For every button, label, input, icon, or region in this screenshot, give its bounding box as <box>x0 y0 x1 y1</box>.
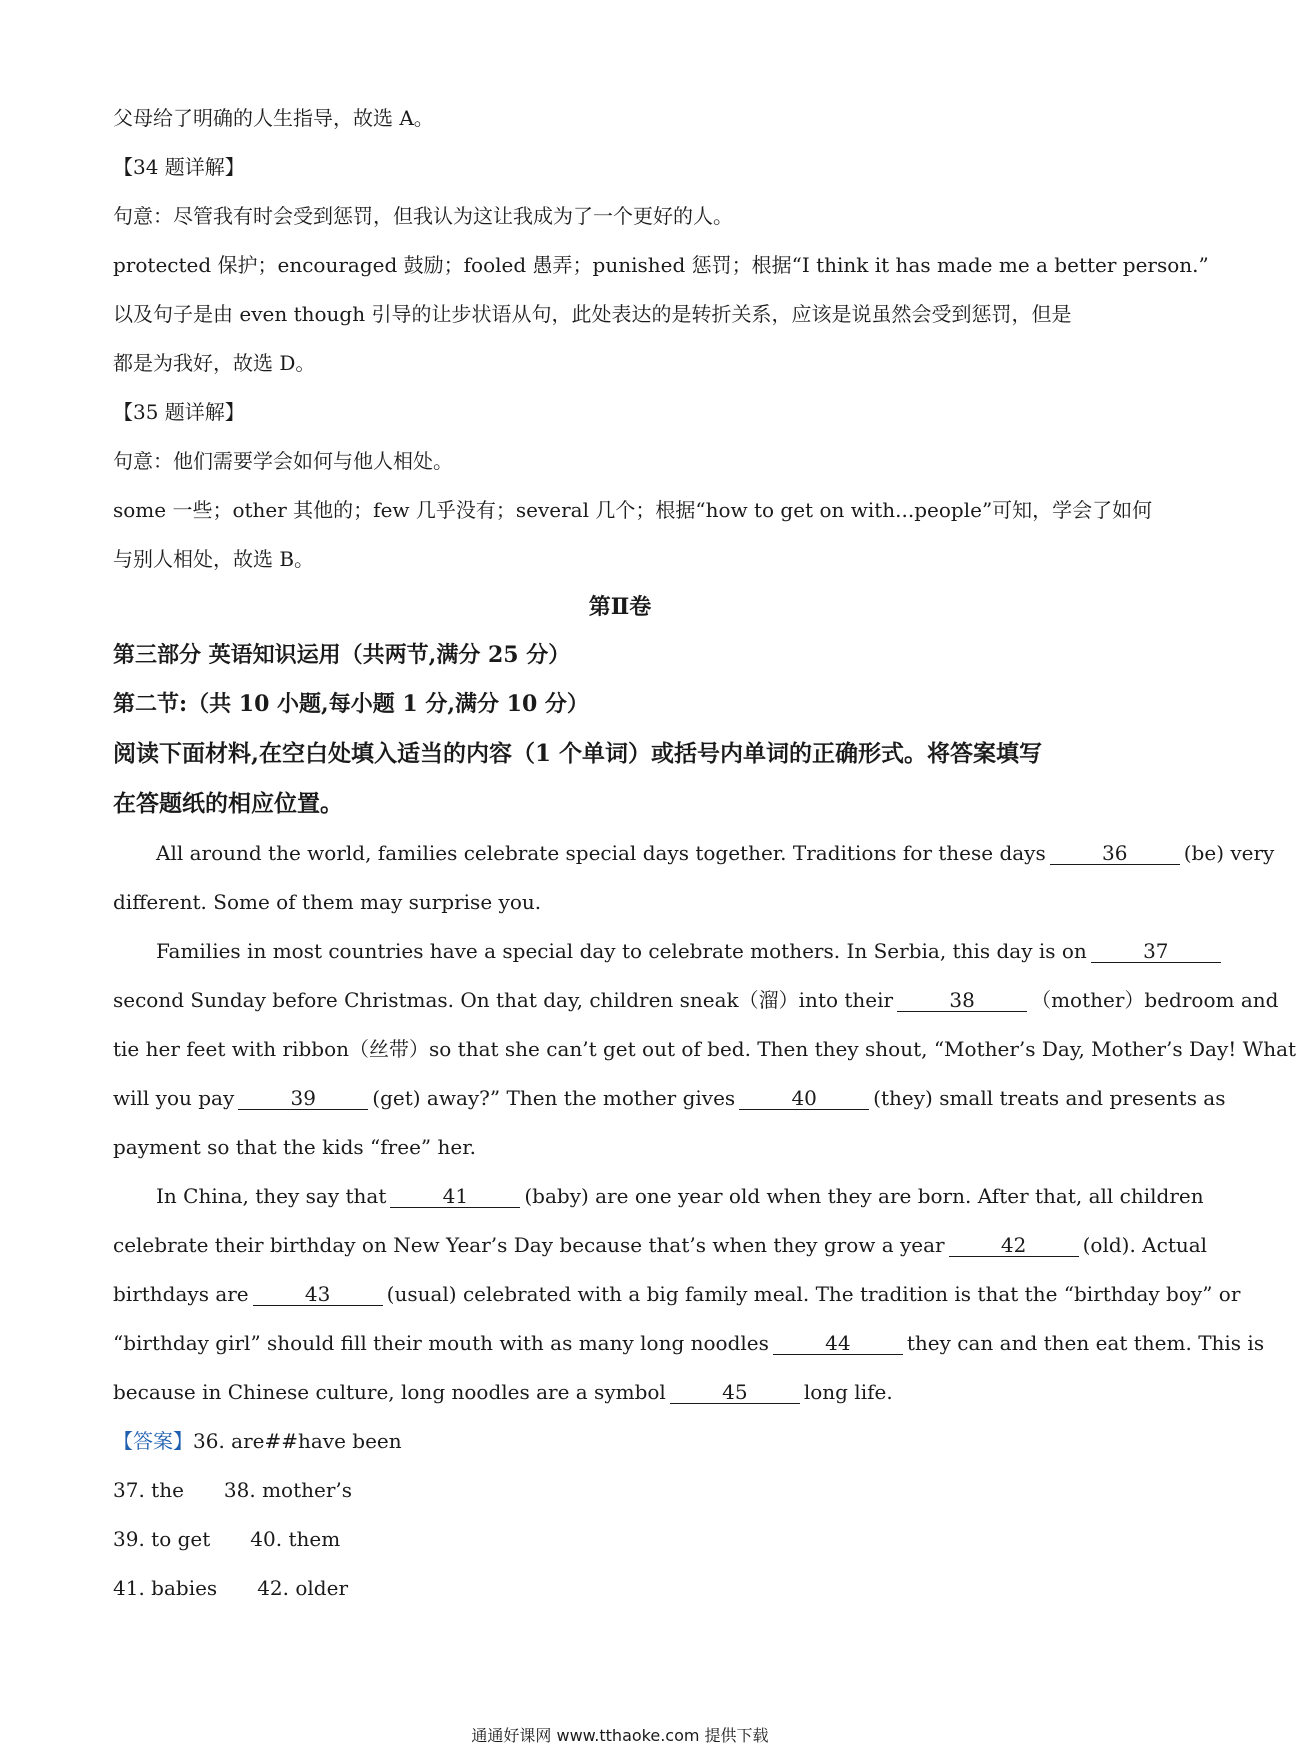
answer-line <box>113 1427 1133 1455</box>
blank-40: 40 <box>739 1087 869 1110</box>
answer-37: 37. the <box>113 1478 184 1502</box>
blank-43: 43 <box>253 1283 383 1306</box>
subsection-title: 第二节:（共 10 小题,每小题 1 分,满分 10 分） <box>113 691 589 717</box>
passage-text: “birthday girl” should fill their mouth with as many long noodles <box>113 1331 769 1355</box>
passage-line <box>156 1182 1204 1210</box>
passage-line <box>156 937 1169 965</box>
instruction-line: 在答题纸的相应位置。 <box>113 790 343 817</box>
passage-text: (old). Actual <box>1082 1233 1208 1257</box>
passage-line <box>113 1378 1133 1406</box>
answer-line <box>113 1574 1133 1602</box>
passage-text: because in Chinese culture, long noodles are a symbol <box>113 1380 666 1404</box>
passage-text: (baby) are one year old when they are born. After that, all children <box>524 1184 1204 1208</box>
blank-38: 38 <box>897 989 1027 1012</box>
passage-text: （mother）bedroom and <box>1031 988 1279 1012</box>
passage-text: (usual) celebrated with a big family meal. The tradition is that the “birthday boy” or <box>386 1282 1241 1306</box>
answer-39: 39. to get <box>113 1527 211 1551</box>
passage-text: will you pay <box>113 1086 235 1110</box>
text-line: some 一些；other 其他的；few 几乎没有；several 几个；根据“how to get on with...people”可知，学会了如何 <box>113 498 1153 522</box>
question-34-heading: 【34 题详解】 <box>113 155 245 179</box>
answer-42: 42. older <box>257 1576 349 1600</box>
passage-line: payment so that the kids “free” her. <box>113 1135 476 1159</box>
passage-line <box>113 1231 1208 1259</box>
instruction-line: 阅读下面材料,在空白处填入适当的内容（1 个单词）或括号内单词的正确形式。将答案填写 <box>113 740 1043 767</box>
passage-line: tie her feet with ribbon（丝带）so that she can’t get out of bed. Then they shout, “Mother’s Day, Mother’s Day! What <box>113 1037 1296 1061</box>
blank-45: 45 <box>670 1381 800 1404</box>
volume-title: 第Ⅱ卷 <box>588 594 652 620</box>
passage-line <box>113 1084 1226 1112</box>
text-line: 与别人相处，故选 B。 <box>113 547 315 571</box>
blank-39: 39 <box>238 1087 368 1110</box>
answer-tag: 【答案】 <box>113 1429 193 1453</box>
passage-text: Families in most countries have a special day to celebrate mothers. In Serbia, this day is on <box>156 939 1087 963</box>
text-line: 以及句子是由 even though 引导的让步状语从句，此处表达的是转折关系，应该是说虽然会受到惩罚，但是 <box>113 302 1072 326</box>
text-line: protected 保护；encouraged 鼓励；fooled 愚弄；punished 惩罚；根据“I think it has made me a better person.” <box>113 253 1209 277</box>
passage-text: birthdays are <box>113 1282 249 1306</box>
blank-42: 42 <box>949 1234 1079 1257</box>
answer-36: 36. are##have been <box>193 1429 402 1453</box>
text-line: 句意：他们需要学会如何与他人相处。 <box>113 449 453 473</box>
blank-37: 37 <box>1091 940 1221 963</box>
passage-text: (be) very <box>1183 841 1275 865</box>
passage-text: celebrate their birthday on New Year’s Day because that’s when they grow a year <box>113 1233 945 1257</box>
text-line: 都是为我好，故选 D。 <box>113 351 316 375</box>
passage-line <box>113 1280 1241 1308</box>
blank-44: 44 <box>773 1332 903 1355</box>
answer-38: 38. mother’s <box>223 1478 353 1502</box>
answer-41: 41. babies <box>113 1576 218 1600</box>
passage-text: (they) small treats and presents as <box>873 1086 1226 1110</box>
answer-line <box>113 1525 1133 1553</box>
passage-text: All around the world, families celebrate special days together. Traditions for these days <box>156 841 1046 865</box>
blank-36: 36 <box>1050 842 1180 865</box>
text-line: 父母给了明确的人生指导，故选 A。 <box>113 106 434 130</box>
passage-text: long life. <box>803 1380 893 1404</box>
answer-line <box>113 1476 1133 1504</box>
passage-line <box>113 1329 1265 1357</box>
passage-line <box>113 986 1279 1014</box>
passage-text: they can and then eat them. This is <box>906 1331 1265 1355</box>
answer-40: 40. them <box>250 1527 341 1551</box>
page-footer: 通通好课网 www.tthaoke.com 提供下载 <box>471 1726 769 1745</box>
passage-text: second Sunday before Christmas. On that day, children sneak（溜）into their <box>113 988 894 1012</box>
passage-line: different. Some of them may surprise you. <box>113 890 542 914</box>
question-35-heading: 【35 题详解】 <box>113 400 245 424</box>
text-line: 句意：尽管我有时会受到惩罚，但我认为这让我成为了一个更好的人。 <box>113 204 733 228</box>
blank-41: 41 <box>390 1185 520 1208</box>
passage-line <box>156 839 1275 867</box>
passage-text: In China, they say that <box>156 1184 387 1208</box>
part-title: 第三部分 英语知识运用（共两节,满分 25 分） <box>113 642 571 668</box>
passage-text: (get) away?” Then the mother gives <box>372 1086 736 1110</box>
